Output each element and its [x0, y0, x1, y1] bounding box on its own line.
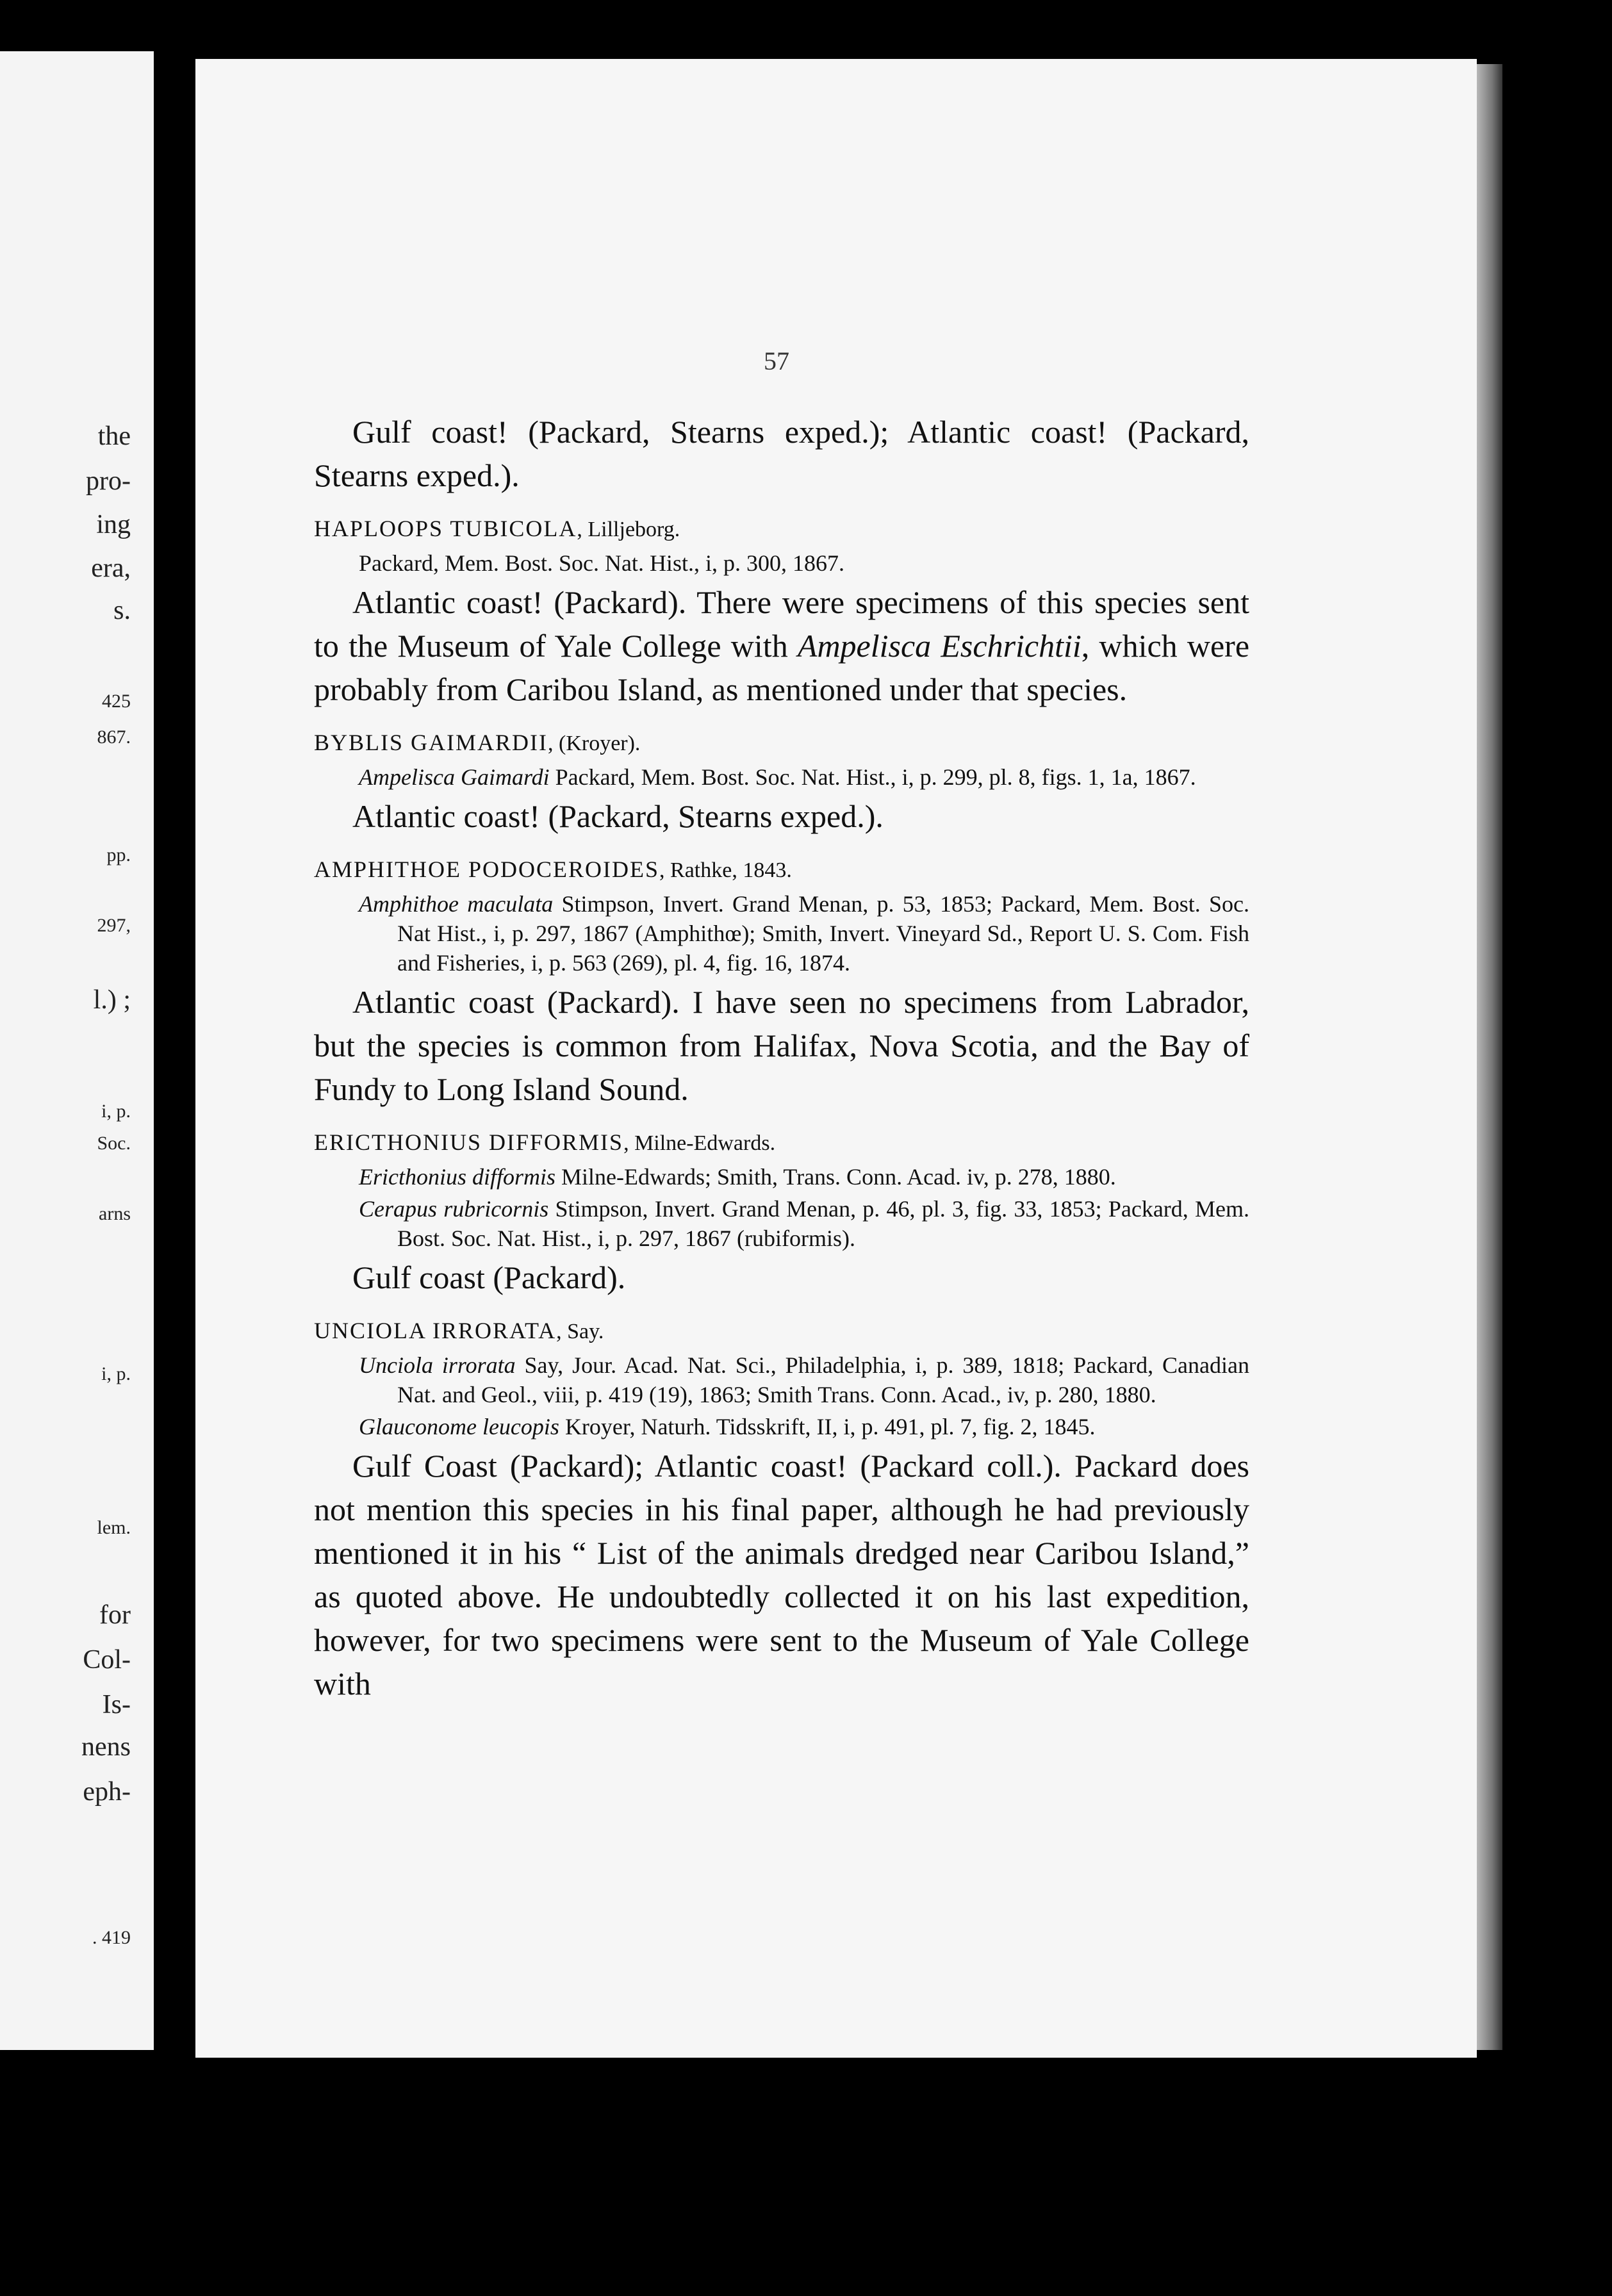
left-fragment: era, [91, 554, 131, 583]
page-text [314, 410, 1249, 1705]
species-author: , (Kroyer). [548, 732, 641, 755]
left-fragment: l.) ; [93, 985, 131, 1015]
species-heading [314, 514, 1249, 545]
species-author: , Lilljeborg. [577, 518, 680, 541]
paragraph: Gulf Coast (Packard); Atlantic coast! (Packard coll.). Packard does not mention this species in his final paper, although he had previously mentioned it in his “ List of the animals dredged near Caribou Island,” as quoted above. He undoubtedly collected it on his last expedition, however, for two specimens were sent to the Museum of Yale College with [314, 1448, 1249, 1702]
left-fragment: . 419 [92, 1927, 131, 1948]
reference-taxon: Cerapus rubricornis [359, 1196, 549, 1222]
left-fragment: for [99, 1600, 131, 1630]
left-fragment: the [97, 422, 131, 451]
reference-text: Packard, Mem. Bost. Soc. Nat. Hist., i, p. 299, pl. 8, figs. 1, 1a, 1867. [549, 764, 1196, 790]
reference-taxon: Amphithoe maculata [359, 891, 554, 917]
left-fragment: lem. [97, 1517, 131, 1538]
paragraph: Atlantic coast! (Packard, Stearns exped.). [352, 798, 884, 834]
reference-text: Kroyer, Naturh. Tidsskrift, II, i, p. 491, pl. 7, fig. 2, 1845. [559, 1414, 1096, 1439]
species-heading [314, 1316, 1249, 1347]
species-name: ERICTHONIUS DIFFORMIS [314, 1129, 624, 1155]
reference-text: Milne-Edwards; Smith, Trans. Conn. Acad. iv, p. 278, 1880. [555, 1164, 1116, 1190]
species-name: BYBLIS GAIMARDII [314, 730, 548, 755]
page-edge [1477, 64, 1502, 2050]
left-fragment: Is- [102, 1690, 131, 1719]
species-name: HAPLOOPS TUBICOLA [314, 516, 577, 541]
reference [314, 1350, 1249, 1409]
left-fragment: i, p. [101, 1101, 131, 1122]
reference-taxon: Ericthonius difformis [359, 1164, 556, 1190]
species-author: , Rathke, 1843. [659, 858, 792, 882]
left-fragment: ing [96, 510, 131, 539]
reference-taxon: Glauconome leucopis [359, 1414, 559, 1439]
species-heading [314, 728, 1249, 758]
left-fragment: Soc. [97, 1133, 131, 1154]
left-fragment: arns [99, 1203, 131, 1224]
reference-text: Say, Jour. Acad. Nat. Sci., Philadelphia, i, p. 389, 1818; Packard, Canadian Nat. and Geol., viii, p. 419 (19), 1863; Smith Trans. Conn. Acad., iv, p. 280, 1880. [397, 1352, 1249, 1407]
paragraph-text: Atlantic coast! (Packard). There were specimens of this species sent to the Museum of Yale College with [314, 584, 1249, 664]
species-heading [314, 1128, 1249, 1158]
paragraph: Atlantic coast (Packard). I have seen no specimens from Labrador, but the species is common from Halifax, Nova Scotia, and the Bay of Fundy to Long Island Sound. [314, 984, 1249, 1107]
reference [314, 1194, 1249, 1253]
reference-text: Stimpson, Invert. Grand Menan, p. 53, 1853; Packard, Mem. Bost. Soc. Nat Hist., i, p. 297, 1867 (Amphithœ); Smith, Invert. Vineyard Sd., Report U. S. Com. Fish and Fisheries, i, p. 563 (269), pl. 4, fig. 16, 1874. [397, 891, 1249, 976]
left-fragment: i, p. [101, 1363, 131, 1384]
species-author: , Milne-Edwards. [623, 1131, 776, 1155]
reference-taxon: Ampelisca Gaimardi [359, 764, 550, 790]
left-fragment: pro- [86, 466, 131, 496]
paragraph-italic: Ampelisca Eschrichtii [797, 628, 1082, 664]
left-fragment: Col- [83, 1645, 131, 1675]
species-heading [314, 855, 1249, 885]
paragraph: Gulf coast! (Packard, Stearns exped.); Atlantic coast! (Packard, Stearns exped.). [314, 414, 1249, 493]
reference [314, 889, 1249, 978]
species-name: AMPHITHOE PODOCEROIDES [314, 857, 660, 882]
reference-taxon: Unciola irrorata [359, 1352, 516, 1378]
left-fragment: 425 [102, 691, 131, 712]
left-page-fragment [0, 51, 154, 2050]
reference [314, 1412, 1249, 1441]
left-fragment: nens [81, 1732, 131, 1762]
left-fragment: 297, [97, 915, 131, 936]
left-fragment: 867. [97, 726, 131, 748]
left-fragment: eph- [83, 1777, 131, 1807]
reference: Packard, Mem. Bost. Soc. Nat. Hist., i, p. 300, 1867. [359, 550, 844, 576]
paragraph-text: , which were probably from Caribou Island, as mentioned under that species. [314, 628, 1250, 707]
left-fragment: s. [113, 596, 131, 625]
species-name: UNCIOLA IRRORATA [314, 1318, 557, 1343]
paragraph [314, 580, 1249, 711]
paragraph: Gulf coast (Packard). [352, 1259, 626, 1295]
reference-text: Stimpson, Invert. Grand Menan, p. 46, pl. 3, fig. 33, 1853; Packard, Mem. Bost. Soc. Nat. Hist., i, p. 297, 1867 (rubiformis). [397, 1196, 1250, 1251]
reference [314, 762, 1249, 792]
page-number: 57 [764, 347, 789, 375]
left-fragment: pp. [106, 844, 131, 865]
reference [314, 1162, 1249, 1192]
species-author: , Say. [556, 1320, 604, 1343]
